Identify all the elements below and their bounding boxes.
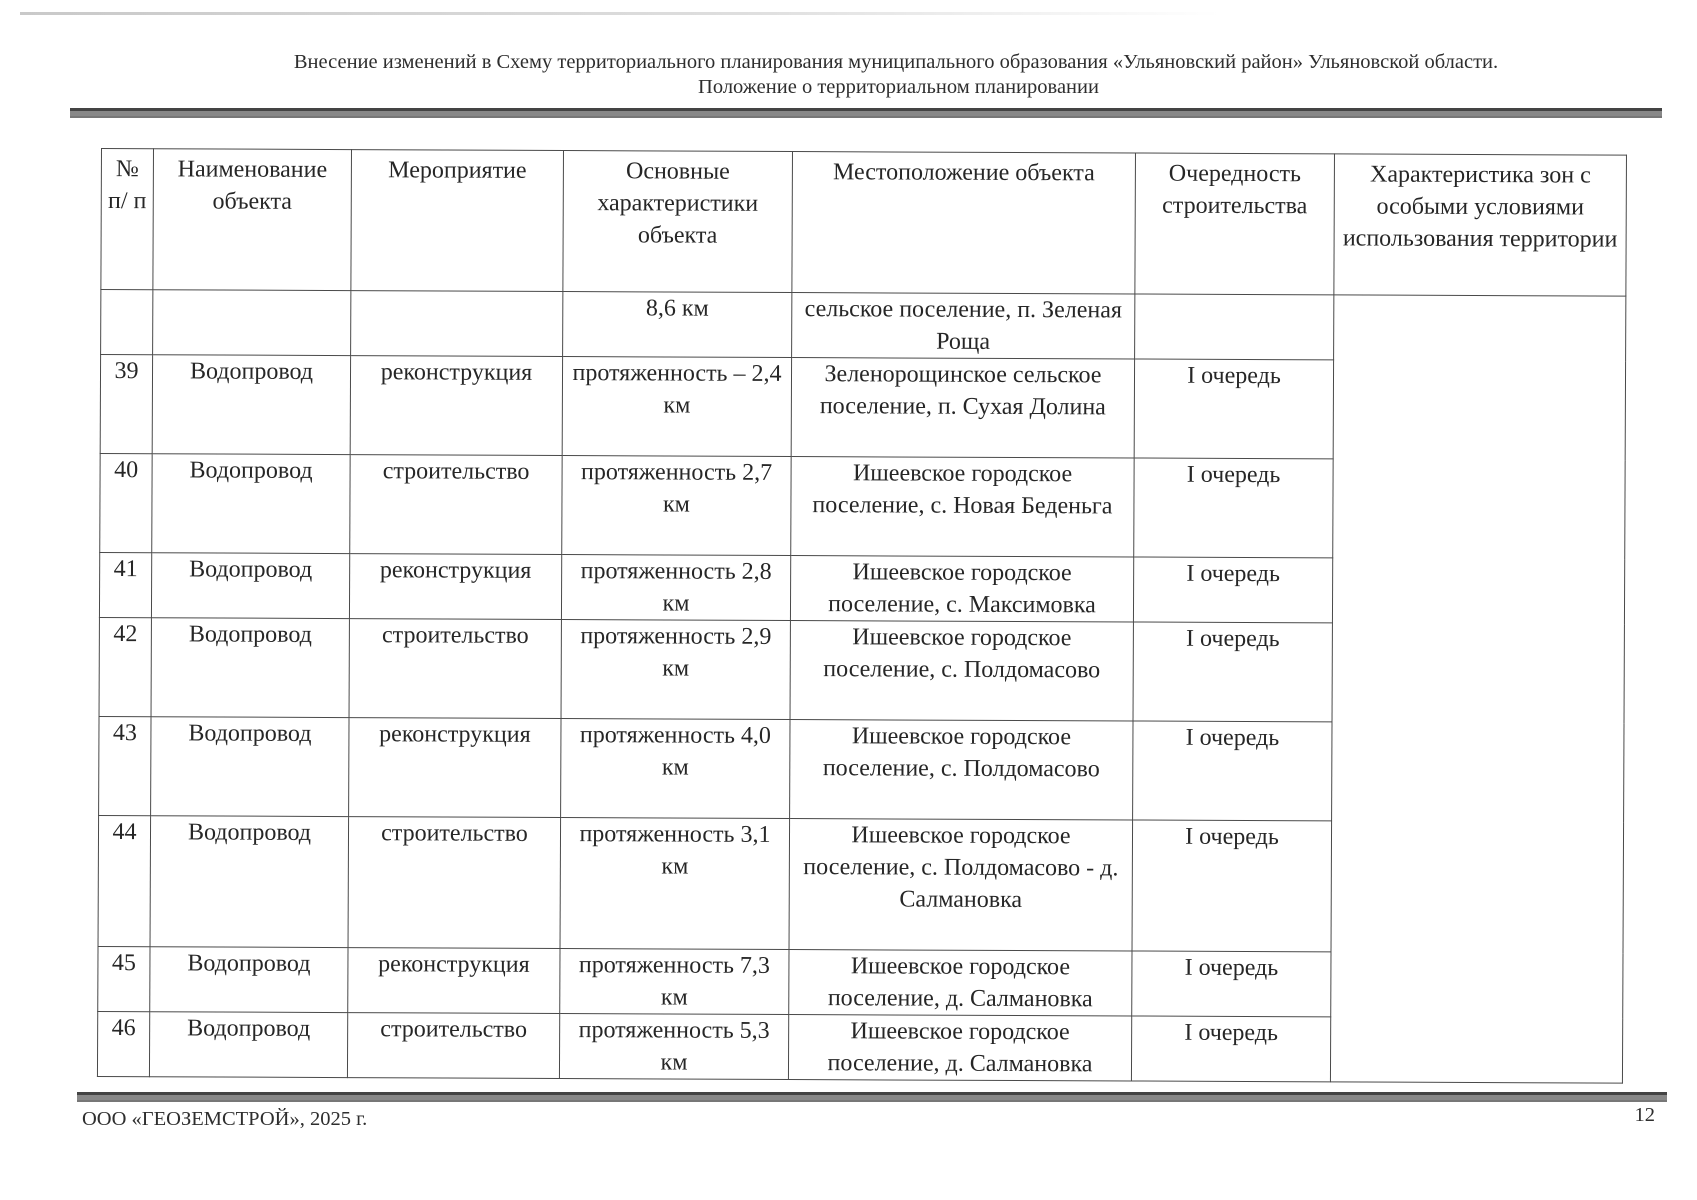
cell-order: I очередь	[1133, 557, 1332, 623]
cell-order: I очередь	[1133, 721, 1332, 821]
cell-location: Ишеевское городское поселение, с. Новая Беденьга	[791, 457, 1134, 557]
cell-location: Ишеевское городское поселение, с. Полдомасово	[790, 621, 1133, 721]
cell-name: Водопровод	[150, 816, 349, 948]
cell-characteristics: протяженность 4,0 км	[561, 719, 790, 819]
scan-edge-line	[20, 12, 1220, 15]
cell-event: реконструкция	[349, 718, 561, 818]
cell-event	[351, 291, 563, 357]
cell-number	[101, 290, 153, 355]
cell-event: реконструкция	[350, 356, 562, 456]
cell-location: Ишеевское городское поселение, с. Полдомасово	[790, 720, 1133, 820]
cell-characteristics: протяженность 2,9 км	[561, 620, 790, 720]
column-header-number: № п/ п	[101, 149, 154, 290]
column-header-event: Мероприятие	[351, 150, 564, 292]
cell-event: строительство	[349, 619, 561, 719]
cell-number: 40	[100, 453, 152, 552]
cell-location: Зеленорощинское сельское поселение, п. Сухая Долина	[791, 358, 1134, 458]
column-header-zones: Характеристика зон с особыми условиями использования территории	[1334, 154, 1627, 296]
cell-location: сельское поселение, п. Зеленая Роща	[792, 293, 1135, 359]
document-header	[0, 50, 1697, 100]
header-title-line-2: Положение о территориальном планировании	[698, 76, 1099, 98]
cell-name: Водопровод	[151, 618, 349, 718]
column-header-order: Очередность строительства	[1135, 153, 1335, 295]
cell-number: 44	[98, 815, 151, 946]
cell-name: Водопровод	[149, 1012, 347, 1078]
cell-characteristics: протяженность – 2,4 км	[562, 357, 791, 457]
header-divider	[70, 108, 1662, 118]
cell-number: 46	[97, 1011, 149, 1076]
cell-characteristics: протяженность 5,3 км	[559, 1014, 788, 1080]
cell-location: Ишеевское городское поселение, д. Салмановка	[788, 1015, 1131, 1081]
cell-location: Ишеевское городское поселение, с. Полдомасово - д. Салмановка	[789, 819, 1133, 951]
objects-table	[97, 148, 1627, 1084]
cell-event: строительство	[350, 455, 562, 555]
cell-characteristics: протяженность 2,7 км	[562, 456, 791, 556]
cell-event: реконструкция	[348, 948, 560, 1014]
cell-number: 39	[100, 355, 152, 454]
cell-event: строительство	[348, 817, 561, 949]
page-number: 12	[1634, 1104, 1655, 1126]
cell-number: 42	[99, 617, 151, 716]
cell-order: I очередь	[1134, 359, 1333, 459]
cell-characteristics: протяженность 7,3 км	[560, 949, 789, 1015]
cell-number: 43	[99, 716, 151, 815]
cell-order: I очередь	[1132, 820, 1332, 952]
cell-order	[1135, 294, 1334, 360]
column-header-location: Местоположение объекта	[792, 152, 1136, 294]
column-header-characteristics: Основные характеристики объекта	[563, 151, 793, 293]
cell-order: I очередь	[1133, 622, 1332, 722]
cell-order: I очередь	[1132, 951, 1331, 1017]
cell-characteristics: 8,6 км	[563, 292, 792, 358]
table-row	[101, 290, 1626, 362]
header-title-line-1: Внесение изменений в Схему территориального планирования муниципального образования «Ульяновский район» Ульяновской области.	[293, 51, 1499, 73]
cell-characteristics: протяженность 3,1 км	[560, 818, 790, 950]
cell-name: Водопровод	[151, 717, 349, 817]
cell-name	[153, 290, 351, 356]
cell-name: Водопровод	[151, 553, 349, 619]
cell-location: Ишеевское городское поселение, д. Салмановка	[789, 950, 1132, 1016]
cell-zones-merged	[1330, 295, 1625, 1083]
cell-order: I очередь	[1131, 1016, 1330, 1082]
footer-divider	[77, 1092, 1667, 1102]
cell-name: Водопровод	[152, 454, 350, 554]
cell-number: 41	[99, 552, 151, 617]
cell-name: Водопровод	[152, 355, 350, 455]
column-header-name: Наименование объекта	[153, 149, 352, 291]
cell-number: 45	[98, 946, 150, 1011]
cell-event: реконструкция	[349, 554, 561, 620]
footer-company: ООО «ГЕОЗЕМСТРОЙ», 2025 г.	[82, 1108, 368, 1130]
cell-event: строительство	[347, 1013, 559, 1079]
cell-characteristics: протяженность 2,8 км	[561, 555, 790, 621]
cell-name: Водопровод	[150, 947, 348, 1013]
table-header-row	[101, 149, 1627, 297]
cell-order: I очередь	[1134, 458, 1333, 558]
cell-location: Ишеевское городское поселение, с. Максимовка	[790, 556, 1133, 622]
